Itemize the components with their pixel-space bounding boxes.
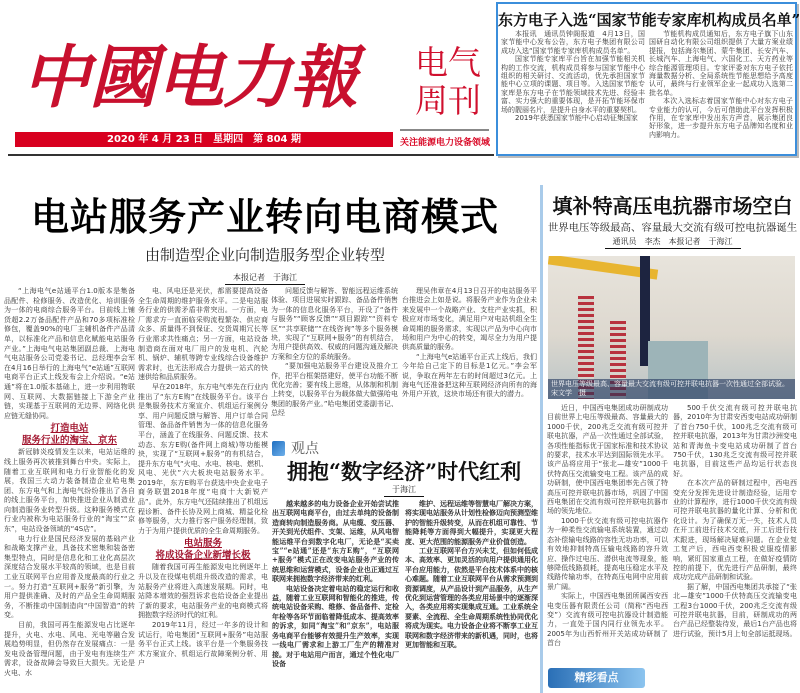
paragraph: 随着我国可再生能源发电比例逐年上升以及在役煤电机组升级改造的需求，电站服务产业将进入高速发展期。同时，电站降本增效的强烈诉求也给设备企业提出了新的要求，电站服务产业的电商模式将拥抱数字经济时代的红利。 xyxy=(138,563,268,620)
paragraph: 理吴伟章在4月13日召开的电站服务平台推进会上如是说。将服务产业作为企业未来发展中一个战略产业、支柱产业实抓，积极应对市场变化，满足用户对电站机组全生命周期的服务需求，实现以产品为中心向市场和用户为中心的转变，竭尽全力为用户提供高质量的服务。 xyxy=(402,287,537,352)
subhead-1 xyxy=(4,423,135,446)
opinion-icon xyxy=(272,441,285,456)
divider xyxy=(8,154,494,156)
reactor-photo xyxy=(548,256,795,399)
paragraph: 新冠肺炎疫情发生以来，电站运维的线上服务再次被推到舞台中央。实际上，随着工业互联网和电力行业智能化的发展，我国三大动力装备制造企业哈电集团、东方电气和上海电气纷纷推出了各自的线上服务平台，加快推进企业从制造业向制造服务业转型升级。这种服务模式在行业内被称为电站服务行业的“淘宝”“京东”，电站设备领域的“4S店”。 xyxy=(4,448,135,534)
weekly-label: 电气周刊 xyxy=(415,43,481,120)
lead-subtitle: 由制造型企业向制造服务型企业转型 xyxy=(144,246,385,264)
opinion-label-text: 观点 xyxy=(291,441,319,457)
subhead-1-line: 服务行业的淘宝、京东 xyxy=(21,434,117,446)
lead-col2-text xyxy=(138,287,268,536)
lead-col2b-text xyxy=(138,563,268,669)
opinion-label xyxy=(272,438,319,458)
reactor-byline-text: 通讯员 李杰 本报记者 于海江 xyxy=(605,237,741,249)
brief-title: 东方电子入选“国家节能专家库机构成员名单” xyxy=(498,11,800,29)
paragraph: 国家节能专家库平台旨在加强节能相关机构的工作交流，机构成员将参与国家节能中心组织的相关研讨、交流活动，优先承担国家节能中心立项的课题、项目等。入选国家节能专家库是东方电子在节能领域技术先进、经验丰富、实力强大的重要体现，是开拓节能环保市场的靓丽名片，是提升自身水平的重要契机。 xyxy=(501,55,645,114)
paragraph: 近日，中国西电集团成功研制成功目前世界上电压等级最高、容量最大的1000千伏，200兆乏交流有级可控并联电抗器，产品一次性通过全部试验，各项性能指标优于国家标准和技术协议的要求，技术水平达到国际领先水平。该产品将应用于“张北—雄安”1000千伏特高压交流输变电工程。该产品的成功研制，使中国西电集团率先占领了特高压可控并联电抗器市场，巩固了中国西电集团在交流有级可控并联电抗器市场的领先地位。 xyxy=(547,404,668,516)
paragraph: 本报讯 通讯员钟阁报道 4月13日，国家节能中心发布公告，东方电子集团有限公司成功入选“国家节能专家库机构成员名单”。 xyxy=(501,30,645,55)
subhead-2 xyxy=(138,538,268,561)
opinion-byline-text: 于海江 xyxy=(384,485,424,497)
opinion-column-1 xyxy=(272,499,399,668)
date-bar: 2020 年 4 月 23 日 星期四 第 804 期 xyxy=(15,132,393,147)
paragraph: “上海电气e站通平台1.0版本是集备品配件、检修服务、改造优化、培训服务为一体的电商综合服务平台。目前线上铺货超2.2万备品配件产品和70多项标准检修包，覆盖90%的电厂主辅机备件产品清单，以标准化产品和信息化赋能电站服务产业。”上海电气电站集团副总裁、上海电气电站服务公司党委书记、总经理李会军在4月16日举行的上海电气“e站通”互联网电商平台正式上线发布会上介绍说。“e站通”将在1.0版本基础上，进一步利用物联网、互联网、大数据链接上下游全产业链，实现基于互联网的无边界、网络化供应链无缝协同。 xyxy=(4,287,135,420)
paragraph: 早在2018年，东方电气率先在行业内推出了“东方E购”在线服务平台。该平台是集服务技术方案宣介、机组运行案例分享、用户问题反馈与解答、用户订单合同管理、备品备件销售为一体的信息化服务平台，涵盖了在线服务、问题反馈、技术动态、东方E购(备件网上商城)等功能模块，实现了“互联网+服务”的有机结合，提升东方电气“火电、水电、核电、燃机、风电、光伏”六大板块电站服务水平。2019年，东方E购平台获选中央企业电子商务联盟2018年度“电商十大新锐产品”。此外，东方电气还陆续推出了机组远程诊断、备件长协及网上商城、精益化检修等服务，大力推行客户服务经理制，致力于为用户提供优质的全生命周期服务。 xyxy=(138,382,268,535)
lead-col1b-text xyxy=(4,448,135,678)
paragraph: 本次入选标志着国家节能中心对东方电子专业能力的认可，今后可借助此平台发挥积极作用，在专家库中发出东方声音，展示集团良好形象，进一步提升东方电子品牌知名度和业内影响力。 xyxy=(649,97,793,139)
paragraph: 电站设备决定着电站的稳定运行和收益，随着工业互联网和智能化的推进，传统电站设备采购、维修、备品备件、定检年检等各环节面临着降低成本、提高效率的诉求，如同“淘宝”和“京东”，电站服务电商平台能够有效提升生产效率，实现一线电厂需求和上游工厂生产的精准对接。对于电站用户而言，通过个性化电厂设备 xyxy=(272,583,399,668)
paragraph: 电力行业是国民经济发展的基础产业和战略支撑产业，具备技术密集和装备密集型特点，同时是信息化和工业化高层次深度结合发展水平较高的领域，也是目前工业互联网平台应用普及度最高的行业之一。努力打造“互联网+服务”新引擎，为用户提供准确、及时的产品全生命周期服务，不断推动中国制造向“中国智造”的转变。 xyxy=(4,534,135,620)
paragraph: 工业互联网平台方兴未艾，但如何低成本、高效率、更加灵活的向用户提供通用化平台应用能力，依然是平台技术体系中的核心难题。随着工业互联网平台从需求预测到资源调度，从产品设计到产品服务，从生产优化到运营管理的各类应用场景中的逐渐深入，各类应用将实现集成互通。工业系统全要素、全流程、全生命周期系统性协同优化将成为现实。电力设备企业将不断享工业互联网和数字经济带来的新机遇，同时，也将更加智能和互联。 xyxy=(405,546,538,650)
brief-news-box xyxy=(496,2,800,156)
paragraph: 2019年11月，经过一年多的设计和试运行，哈电集团“互联网+服务”电站服务平台正式上线。该平台是一个集服务技术方案宣介、机组运行故障案例分析、用户 xyxy=(138,621,268,668)
paragraph: “上海电气e站通平台正式上线后，我们今年给自己定下的目标是1亿元。”李会军说，争取在两年左右的时间超过3亿元。上海电气还准备把这种互联网经济向所有的海外用户开放，这块市场还有很大的潜力。 xyxy=(402,352,537,399)
divider xyxy=(400,129,489,131)
paragraph: 维护、远程运维等智慧电厂解决方案，将实现电站服务从计划性检修迈向预测型维护的智能升级转变，从而在机组可靠性、节能降耗等方面得到大幅提升，实现更大程度、更大范围的能源服务产业价值创造。 xyxy=(405,499,538,546)
lead-byline-text: 本报记者 于海江 xyxy=(225,273,305,285)
paragraph: 越来越多的电力设备企业开始尝试推出互联网电商平台，由过去单纯的设备制造商转向制造服务商。从电缆、变压器、开关到光伏组件、支架、运维，从风电智能运维平台到数字化电厂，无论是“买卖宝”“e站通”还是“东方E购”，“互联网+服务”模式正在改变电站服务产业的传统思维和运营模式，设备企业也正通过互联网来拥抱数字经济带来的红利。 xyxy=(272,499,399,584)
brief-column-1 xyxy=(501,30,645,122)
paragraph: 在本次产品的研制过程中，西电西变充分发挥先进设计制造经验，运用专业的计算程序，进行1000千伏交流有级可控并联电抗器的量化计算、分析和优化设计。为了确保万无一失，技术人员在开工前进行技术交底，开工后进行技术跟进，现场解决疑难问题。在企业复工复产后，西电西变积极克服疫情影响，紧盯国家重点工程，在做好疫情防控的前提下，优先进行产品研制，最终成功完成产品研制和试验。 xyxy=(673,479,797,582)
lead-column-3 xyxy=(271,287,398,419)
opinion-column-2 xyxy=(405,499,538,650)
paragraph: 电、风电还是光伏，都需要提高设备全生命周期的维护服务水平。二是电站服务行业的供需矛盾非常突出。一方面，电厂需求方一直面临采购流程繁杂、供应商众多、质量得不到保证、交货周期冗长等行业需求共性痛点；另一方面，电站设备制造商在面对电厂用户的发电机、汽轮机、锅炉、辅机等跨专业线综合设备维护需求时，也无法形成合力提供一站式的快速供给和品质服务。 xyxy=(138,287,268,382)
slogan: 关注能源电力设备领域 xyxy=(400,138,491,148)
paragraph: 问题反馈与解答、智能远程运维系统体验、项目进展实时跟踪、备品备件销售为一体的信息化服务平台，开设了“备件与服务”“顾客反馈”“项目跟踪”“资料专区”“共享联储”“在线咨询”等多个服务模块，实现了“互联网+服务”的有机结合，为用户提供高效、权威的问题沟通及解决方案和全方位的系统服务。 xyxy=(271,287,398,361)
lead-column-4 xyxy=(402,287,537,400)
lead-col1-text xyxy=(4,287,135,421)
opinion-title: 拥抱“数字经济”时代红利 xyxy=(286,459,522,484)
reactor-byline xyxy=(545,236,800,247)
subhead-2-line: 将成设备企业新增长极 xyxy=(155,549,251,561)
masthead-logo: 中國电力報 xyxy=(22,38,358,118)
lead-column-1 xyxy=(4,287,135,679)
paragraph: 2019年获悉国家节能中心启动征集国家 xyxy=(515,114,638,123)
photo-caption: 世界电压等级最高、容量最大交流有级可控并联电抗器一次性通过全部试验。 宋文学 摄 xyxy=(548,379,795,399)
paragraph: 据了解，中国西电集团共承接了“张北—雄安”1000千伏特高压交流输变电工程3台1000千伏，200兆乏交流有级可控并联电抗器，目前，研制成功的两台产品已经整装待发，最后1台产品也将进行试验，预计5月上旬全部运抵现场。 xyxy=(673,582,797,638)
lead-headline: 电站服务产业转向电商模式 xyxy=(30,195,499,239)
paragraph: 1000千伏交流有级可控电抗器作为一种柔性交流输电系统装置，通过动态补偿输电线路的容性无功功率，可以有效地抑制特高压输电线路的容升效应、操作过电压、潜供电流等现象，能够降低线路损耗，提高电压稳定水平及线路传输功率，在特高压电网中应用前景广阔。 xyxy=(547,516,668,591)
reactor-column-2 xyxy=(673,404,797,639)
lead-column-2 xyxy=(138,287,268,669)
lead-byline xyxy=(0,272,530,283)
subhead-1-line: 打造电站 xyxy=(50,423,89,435)
paragraph: 目前，我国可再生能源发电占比逐年提升，火电、水电、风电、光电等融合发展趋势明显，但仍然存在发展痛点：一是发电设备管理问题，由于发电有连续生产需求，设备故障会导致巨大损失。无论是火电、水 xyxy=(4,621,135,677)
reactor-column-1 xyxy=(547,404,668,649)
highlights-banner[interactable]: 精彩看点 xyxy=(548,668,645,688)
paragraph: 节能机构成员通知后，东方电子旗下山东国研自动化有限公司组织提供了大量方案业绩提报，包括海尔集团、蒙牛集团、长安汽车、长城汽车、上海电气、六国化工、天方药业等综合能源管理项目。专家评委对东方电子依托海量数据分析、全局系统性节能思想给予高度认可，最终与行业领军企业一起成功入选第二批名单。 xyxy=(649,30,793,97)
reactor-subtitle: 世界电压等级最高、容量最大交流有级可控电抗器诞生 xyxy=(547,222,798,234)
brief-column-2 xyxy=(649,30,793,139)
paragraph: 500千伏交流有级可控并联电抗器，2010年为甘肃安西变电站成功研制了首台750千伏，100兆乏交流有级可控并联电抗器，2013年为甘肃沙洲变电站和青海鱼卡变电站成功研制了首台750千伏，130兆乏交流有级可控并联电抗器，目前这些产品均运行状态良好。 xyxy=(673,404,797,478)
paragraph: “要加强电站服务平台建设及推介工作，把平台框架搭建好，使平台功能不断优化完善；要有线上思维，从体制和机制上转变，以服务平台为载体做大做强哈电集团的服务产业。”哈电集团党委副书记、总经 xyxy=(271,362,398,418)
subhead-2-line: 电站服务 xyxy=(183,538,222,550)
opinion-byline xyxy=(268,484,540,495)
reactor-title: 填补特高压电抗器市场空白 xyxy=(552,194,793,218)
column-divider xyxy=(540,185,543,693)
paragraph: 实际上，中国西电集团所属西安西电变压器有限责任公司（简称“西电西变”）交流有级可控电抗器设计制造能力，一直处于国内同行业领先水平。2005年为山西忻州开关站成功研制了首台 xyxy=(547,592,668,648)
